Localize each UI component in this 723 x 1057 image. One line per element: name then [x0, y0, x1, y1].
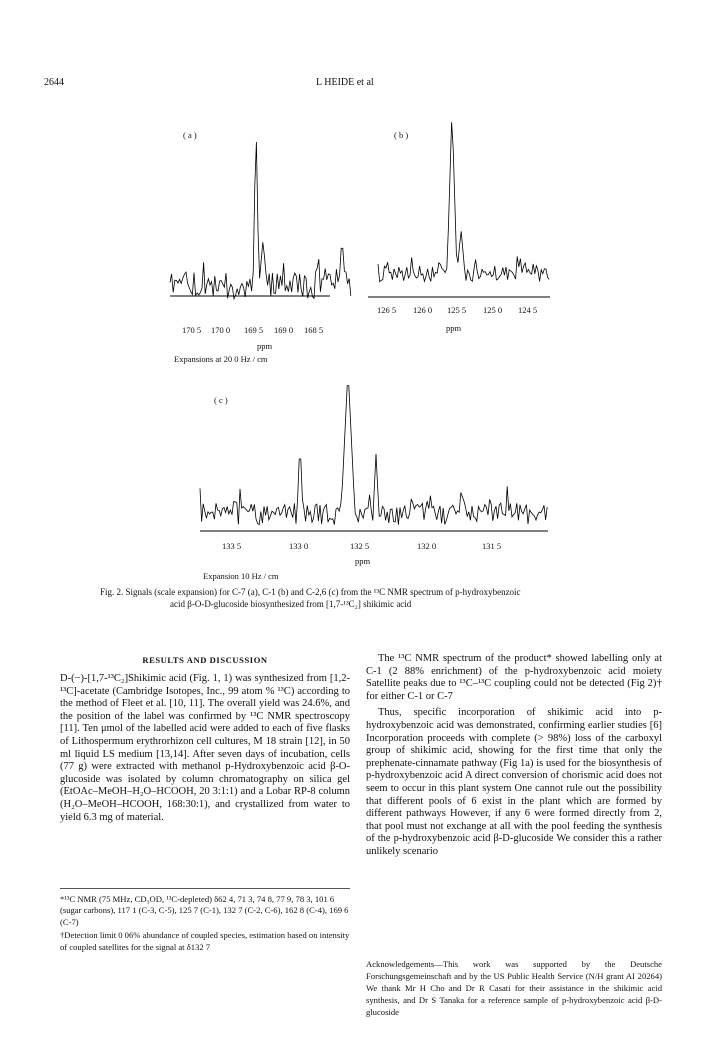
panel-c-label: ( c ) [214, 395, 228, 405]
running-title: L HEIDE et al [316, 77, 374, 88]
tick-label: 133 0 [289, 541, 309, 551]
spectrum-a-trace [170, 142, 351, 299]
tick-label: 132 5 [350, 541, 370, 551]
tick-label: 126 5 [377, 305, 397, 315]
right-column [366, 653, 662, 863]
footnotes [60, 894, 350, 955]
footnote-2: †Detection limit 0 06% abundance of coupled species, estimation based on intensity of coupled satellites for the signal at δ132 7 [60, 930, 350, 952]
tick-label: 170 0 [211, 325, 231, 335]
tick-label: 170 5 [182, 325, 202, 335]
axis-unit-a: ppm [257, 341, 273, 351]
expansion-label-a: Expansions at 20 0 Hz / cm [174, 354, 268, 364]
axis-unit-b: ppm [446, 323, 462, 333]
left-column [60, 673, 350, 828]
tick-label: 124 5 [518, 305, 538, 315]
right-paragraph-1: The ¹³C NMR spectrum of the product* showed labelling only at C-1 (2 88% enrichment) of the p-hydroxybenzoic acid moiety Satellite peaks due to ¹³C–¹³C coupling could not be detected (Fig 2)† for either C-1 or C-7 [366, 653, 662, 702]
right-paragraph-2: Thus, specific incorporation of shikimic acid into p-hydroxybenzoic acid was demonstrated, confirming earlier studies [6] Incorporation proceeds with complete (> 98%) loss of the carboxyl group of shikimic acid, showing for the first time that only the prephenate-cinnamate pathway (Fig 1a) is used for the biosynthesis of p-hydroxybenzoic acid A direct conversion of chorismic acid does not seem to occur in this plant system One cannot rule out the possibility that different pools of 6 exist in the plant which are formed by different pathways However, if any 6 were formed directly from 2, that pool must not exchange at all with the pool feeding the synthesis of the p-hydroxybenzoic acid β-D-glucoside We consider this a rather unlikely scenario [366, 707, 662, 857]
tick-label: 169 0 [274, 325, 294, 335]
panel-a-label: ( a ) [183, 130, 197, 140]
spectrum-b-trace [378, 122, 549, 281]
tick-label: 132 0 [417, 541, 437, 551]
tick-label: 168 5 [304, 325, 324, 335]
page-number: 2644 [44, 77, 64, 88]
tick-label: 133 5 [222, 541, 242, 551]
footnote-1: *¹³C NMR (75 MHz, CD₃OD, ¹³C-depleted) δ62 4, 71 3, 74 8, 77 9, 78 3, 101 6 (sugar carbons), 117 1 (C-3, C-5), 125 7 (C-1), 132 7 (C-2, C-6), 162 8 (C-4), 169 6 (C-7) [60, 894, 349, 927]
acknowledgements: Acknowledgements—This work was supported by the Deutsche Forschungsgemeinschaft and by the US Public Health Service (N/H grant AI 20264) We thank Mr H Cho and Dr R Casati for their assistance in the shikimic acid synthesis, and Dr S Tanaka for a reference sample of p-hydroxybenzoic acid β-D-glucoside [366, 959, 662, 1017]
tick-label: 131 5 [482, 541, 502, 551]
tick-label: 169 5 [244, 325, 264, 335]
tick-label: 126 0 [413, 305, 433, 315]
spectrum-c-trace [200, 386, 547, 525]
tick-label: 125 5 [447, 305, 467, 315]
left-paragraph: D-(−)-[1,7-¹³C₂]Shikimic acid (Fig. 1, 1) was synthesized from [1,2-¹³C]-acetate (Cambridge Isotopes, Inc., 99 atom % ¹³C) according to the method of Fleet et al. [10, 11]. The overall yield was 24.6%, and the position of the label was confirmed by ¹³C NMR spectroscopy [11]. Ten μmol of the labelled acid were added to each of five flasks of Lithospermum erythrorhizon cell cultures, M 18 strain [12], in 50 ml liquid LS medium [13,14]. After seven days of incubation, cells (77 g) were extracted with methanol p-Hydroxybenzoic acid β-O-glucoside was isolated by column chromatography on silica gel (EtOAc–MeOH–H₂O–HCOOH, 20 3:1:1) and a Lobar RP-8 column (H₂O–MeOH–HCOOH, 168:30:1), and crystallized from water to yield 6.3 mg of material. [60, 673, 350, 823]
axis-unit-c: ppm [355, 556, 371, 566]
tick-label: 125 0 [483, 305, 503, 315]
figure-caption-line2: acid β-O-D-glucoside biosynthesized from [1,7-¹³C₂] shikimic acid [170, 599, 412, 609]
footnote-rule [60, 888, 350, 889]
panel-b-label: ( b ) [394, 130, 409, 140]
expansion-label-c: Expansion 10 Hz / cm [203, 571, 279, 581]
section-heading-wrap [60, 655, 350, 665]
section-heading: RESULTS AND DISCUSSION [142, 655, 268, 665]
figure-caption-line1: Fig. 2. Signals (scale expansion) for C-7 (a), C-1 (b) and C-2,6 (c) from the ¹³C NMR spectrum of p-hydroxybenzoic [100, 587, 521, 597]
